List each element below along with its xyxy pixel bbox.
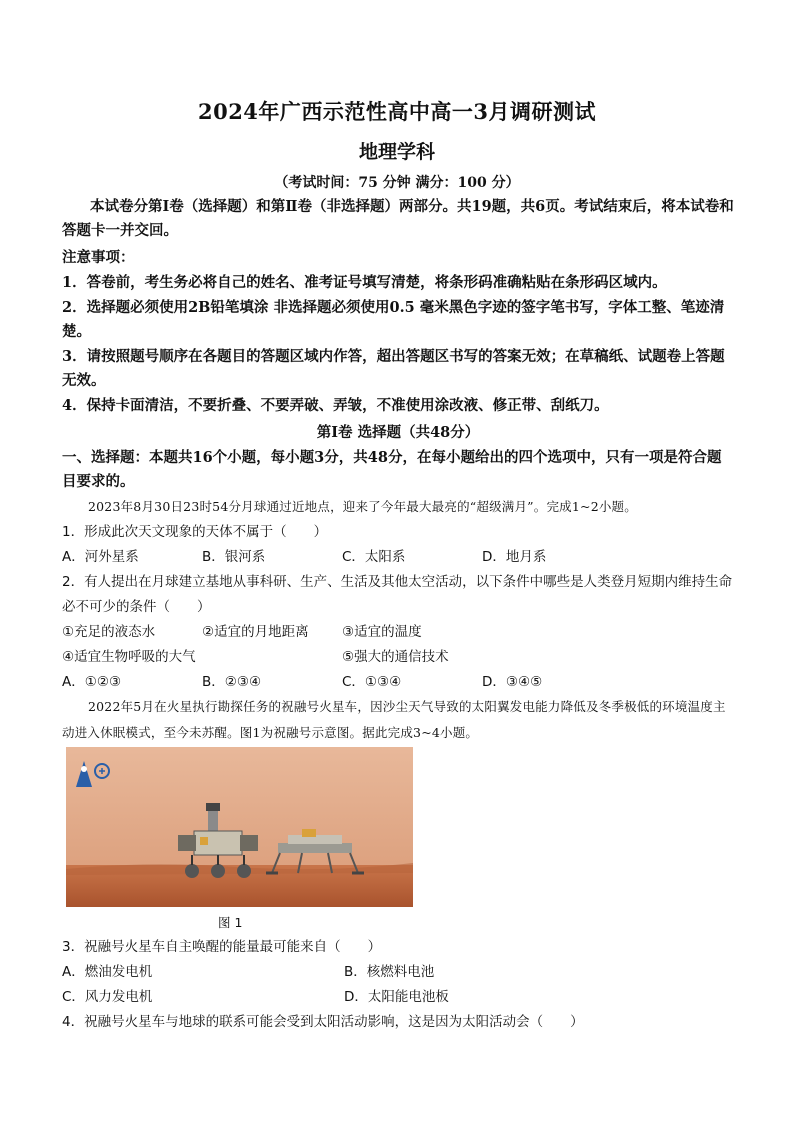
note-4: 4．保持卡面清洁，不要折叠、不要弄破、弄皱，不准使用涂改液、修正带、刮纸刀。 [62, 397, 609, 414]
q3-option-c[interactable]: C．风力发电机 [62, 989, 153, 1005]
q1-option-c[interactable]: C．太阳系 [342, 549, 406, 565]
q2-condition-5: ⑤强大的通信技术 [342, 649, 449, 665]
q2-option-d[interactable]: D．③④⑤ [482, 674, 543, 690]
q1-option-b[interactable]: B．银河系 [202, 549, 266, 565]
q3-option-b[interactable]: B．核燃料电池 [344, 964, 435, 980]
q3-stem: 3．祝融号火星车自主唤醒的能量最可能来自（ ） [62, 939, 382, 955]
q2-condition-3: ③适宜的温度 [342, 624, 422, 640]
exam-title: 2024年广西示范性高中高一3月调研测试 [197, 99, 597, 124]
q2-option-c[interactable]: C．①③④ [342, 674, 402, 690]
q2-stem: 2．有人提出在月球建立基地从事科研、生产、生活及其他太空活动，以下条件中哪些是人类登月短期内维持生命必不可少的条件（ ） [62, 574, 733, 615]
q2-condition-4: ④适宜生物呼吸的大气 [62, 649, 196, 665]
note-3: 3．请按照题号顺序在各题目的答题区域内作答，超出答题区书写的答案无效；在草稿纸、试题卷上答题无效。 [62, 348, 725, 389]
exam-time: （考试时间：75 分钟 满分：100 分） [274, 175, 520, 191]
q3-option-d[interactable]: D．太阳能电池板 [344, 989, 449, 1005]
q3-options-row2 [62, 985, 734, 1010]
note-2: 2．选择题必须使用2B铅笔填涂 非选择题必须使用0.5 毫米黑色字迹的签字笔书写，字体工整、笔迹清楚。 [62, 299, 725, 340]
figure-caption: 图 1 [218, 915, 243, 930]
q4-stem: 4．祝融号火星车与地球的联系可能会受到太阳活动影响，这是因为太阳活动会（ ） [62, 1014, 584, 1030]
q2-option-a[interactable]: A．①②③ [62, 674, 122, 690]
rover-illustration [66, 747, 413, 907]
q2-conditions-row1 [62, 620, 734, 645]
note-1: 1．答卷前，考生务必将自己的姓名、准考证号填写清楚，将条形码准确粘贴在条形码区域内。 [62, 274, 667, 291]
passage-2: 2022年5月在火星执行勘探任务的祝融号火星车，因沙尘天气导致的太阳翼发电能力降低及冬季极低的环境温度主动进入休眠模式，至今未苏醒。图1为祝融号示意图。据此完成3~4小题。 [62, 699, 726, 740]
q1-option-a[interactable]: A．河外星系 [62, 549, 139, 565]
intro-paragraph: 本试卷分第Ⅰ卷（选择题）和第Ⅱ卷（非选择题）两部分。共19题，共6页。考试结束后，将本试卷和答题卡一并交回。 [62, 198, 734, 239]
q1-options [62, 545, 734, 570]
zhurong-rover-figure [66, 747, 413, 907]
q2-condition-1: ①充足的液态水 [62, 624, 156, 640]
q2-conditions-row2 [62, 645, 734, 670]
notice-title: 注意事项： [62, 249, 135, 266]
q2-option-b[interactable]: B．②③④ [202, 674, 262, 690]
q2-options [62, 670, 734, 695]
q3-options-row1 [62, 960, 734, 985]
subject-title: 地理学科 [358, 141, 435, 163]
section-instruction: 一、选择题：本题共16个小题，每小题3分，共48分，在每小题给出的四个选项中，只有一项是符合题目要求的。 [62, 449, 722, 490]
q1-stem: 1．形成此次天文现象的天体不属于（ ） [62, 524, 328, 540]
passage-1: 2023年8月30日23时54分月球通过近地点，迎来了今年最大最亮的“超级满月”。完成1~2小题。 [88, 499, 637, 514]
section-heading: 第Ⅰ卷 选择题（共48分） [316, 424, 480, 441]
q1-option-d[interactable]: D．地月系 [482, 549, 547, 565]
q3-option-a[interactable]: A．燃油发电机 [62, 964, 153, 980]
q2-condition-2: ②适宜的月地距离 [202, 624, 309, 640]
